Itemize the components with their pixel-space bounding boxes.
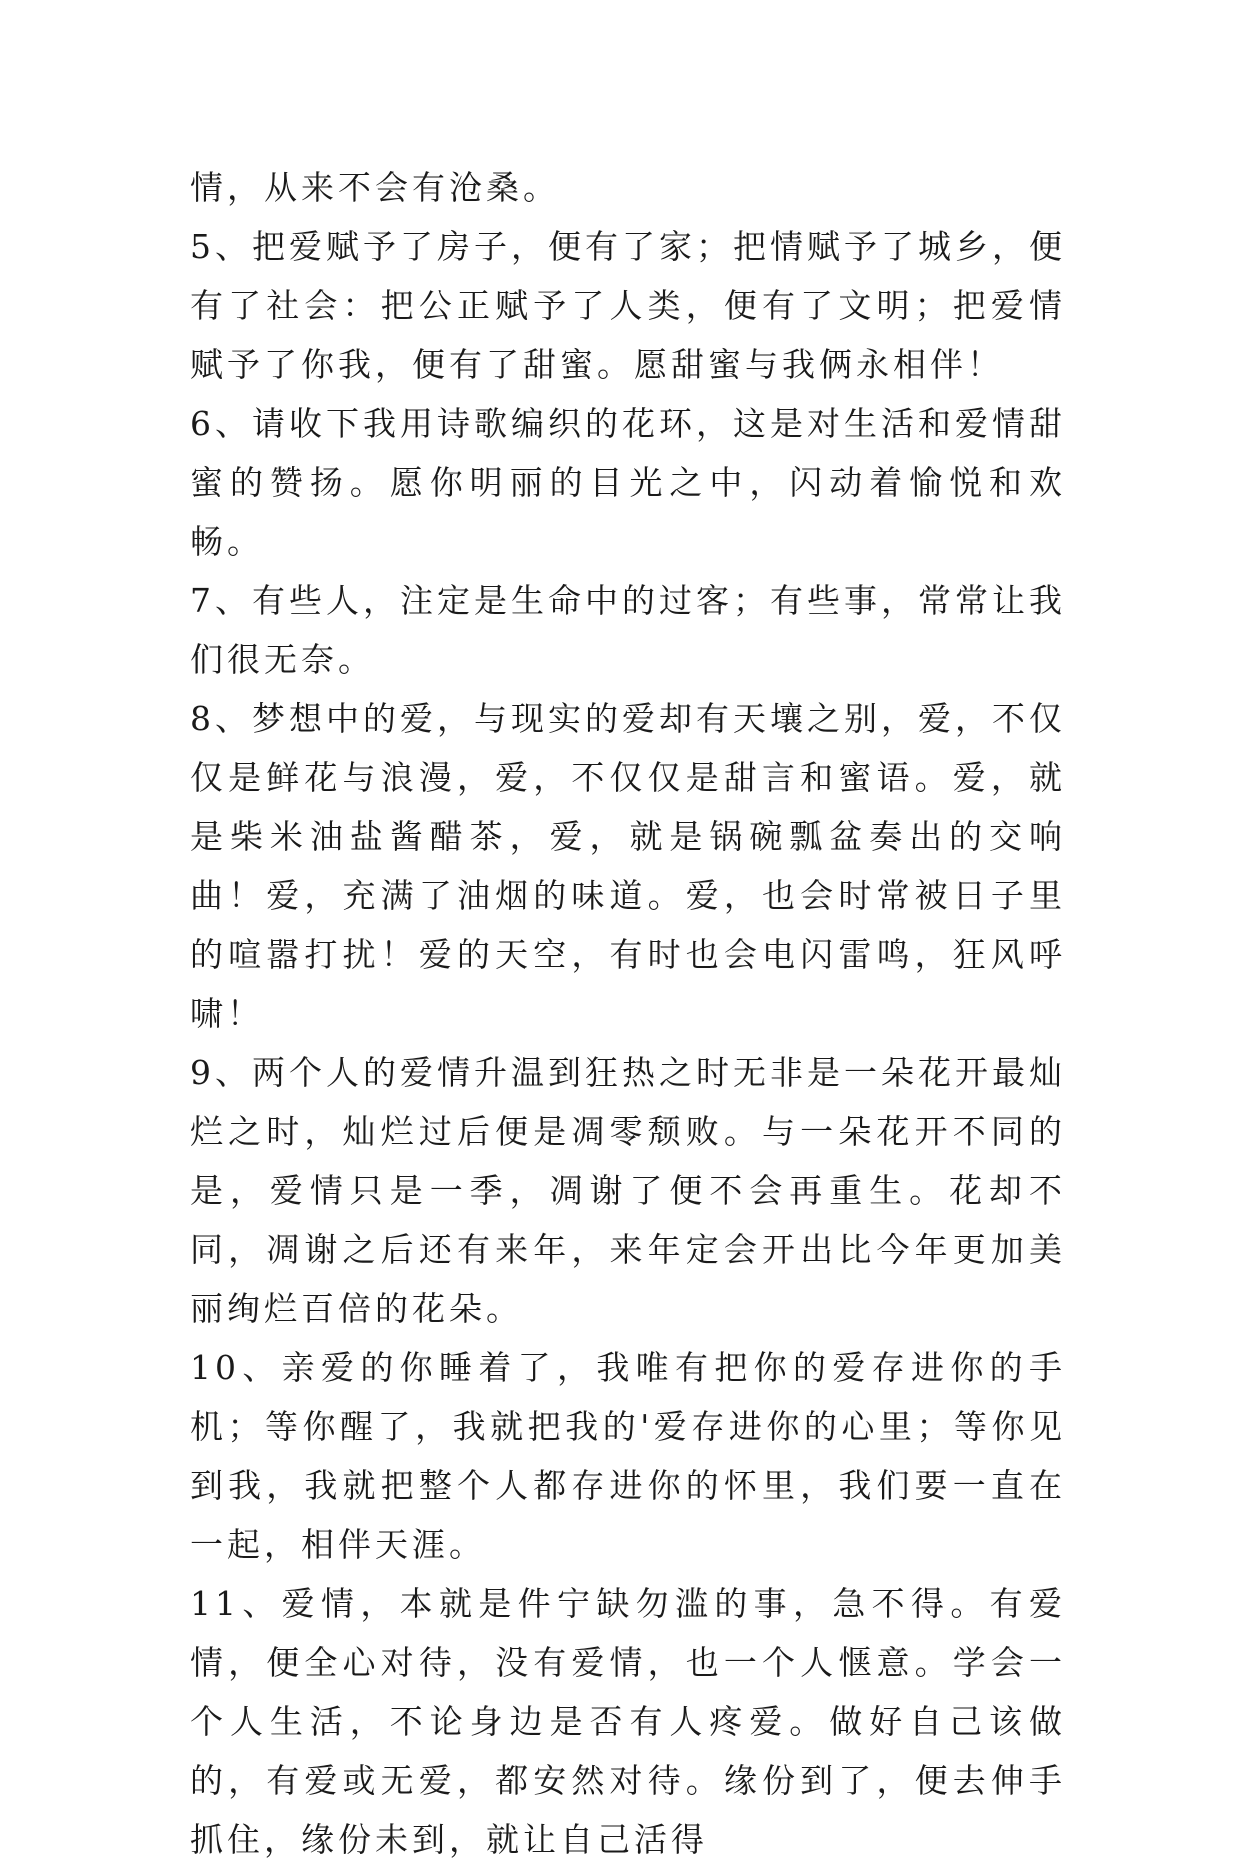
paragraph-item-10: 10、亲爱的你睡着了，我唯有把你的爱存进你的手机；等你醒了，我就把我的'爱存进你的心里；等你见到我，我就把整个人都存进你的怀里，我们要一直在一起，相伴天涯。 xyxy=(190,1348,1066,1564)
paragraph-item-9: 9、两个人的爱情升温到狂热之时无非是一朵花开最灿烂之时，灿烂过后便是凋零颓败。与一朵花开不同的是，爱情只是一季，凋谢了便不会再重生。花却不同，凋谢之后还有来年，来年定会开出比今年更加美丽绚烂百倍的花朵。 xyxy=(190,1053,1066,1328)
paragraph-item-7: 7、有些人，注定是生命中的过客；有些事，常常让我们很无奈。 xyxy=(190,581,1066,679)
paragraph-item-11: 11、爱情，本就是件宁缺勿滥的事，急不得。有爱情，便全心对待，没有爱情，也一个人惬意。学会一个人生活，不论身边是否有人疼爱。做好自己该做的，有爱或无爱，都安然对待。缘份到了，便去伸手抓住，缘份未到，就让自己活得 xyxy=(190,1584,1066,1859)
paragraph-item-8: 8、梦想中的爱，与现实的爱却有天壤之别，爱，不仅仅是鲜花与浪漫，爱，不仅仅是甜言和蜜语。爱，就是柴米油盐酱醋茶，爱，就是锅碗瓢盆奏出的交响曲！爱，充满了油烟的味道。爱，也会时常被日子里的喧嚣打扰！爱的天空，有时也会电闪雷鸣，狂风呼啸！ xyxy=(190,699,1066,1033)
document-body xyxy=(190,158,1066,1869)
paragraph-item-5: 5、把爱赋予了房子，便有了家；把情赋予了城乡，便有了社会：把公正赋予了人类，便有了文明；把爱情赋予了你我，便有了甜蜜。愿甜蜜与我俩永相伴！ xyxy=(190,227,1066,384)
paragraph-continuation: 情，从来不会有沧桑。 xyxy=(190,168,560,207)
paragraph-item-6: 6、请收下我用诗歌编织的花环，这是对生活和爱情甜蜜的赞扬。愿你明丽的目光之中，闪动着愉悦和欢畅。 xyxy=(190,404,1066,561)
